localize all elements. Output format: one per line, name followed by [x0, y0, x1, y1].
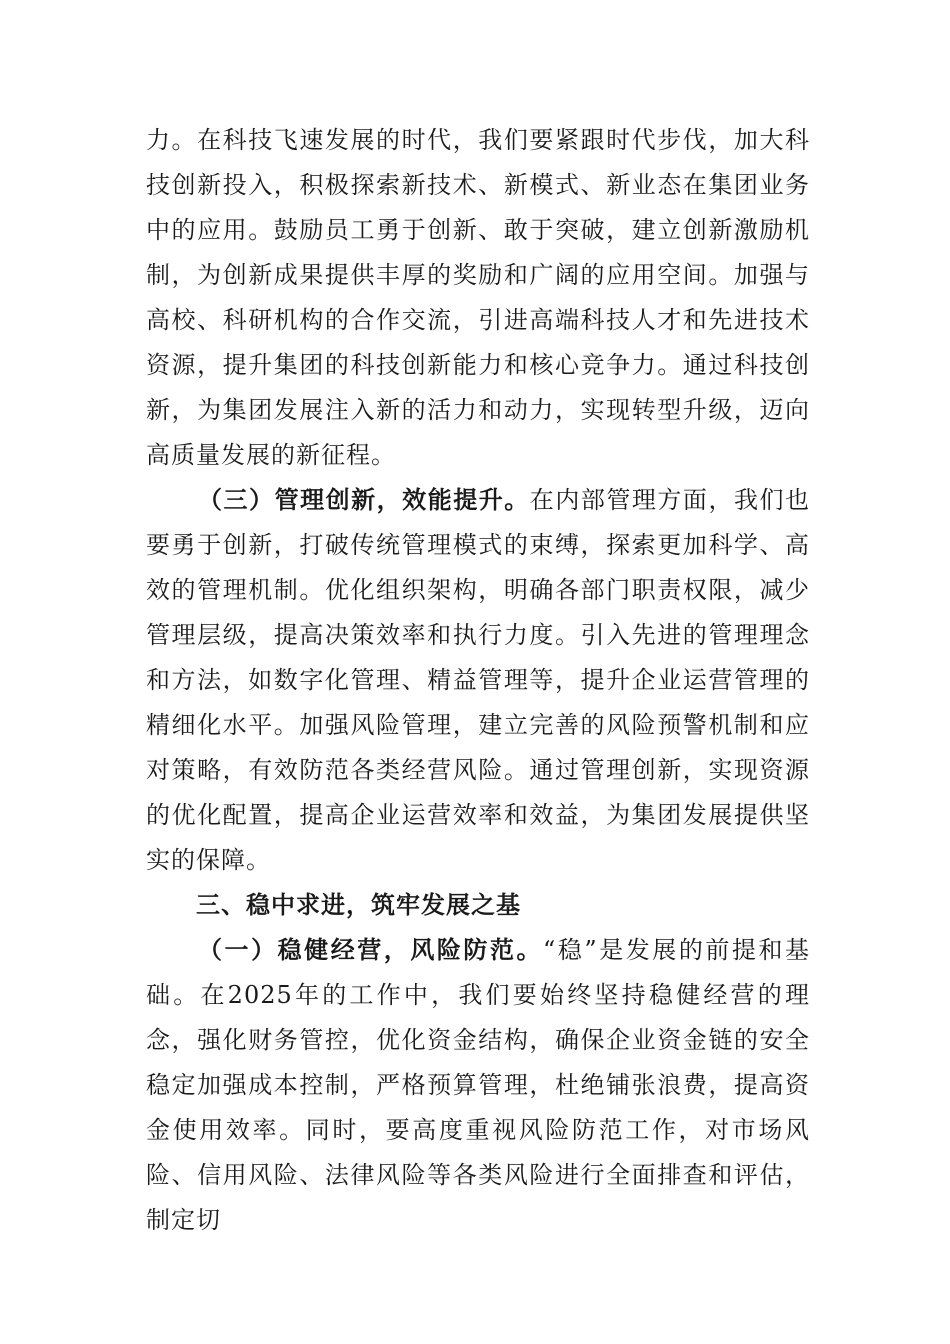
paragraph-tech-innovation	[146, 118, 810, 478]
paragraph-lead: （三）管理创新，效能提升。	[198, 486, 530, 514]
paragraph-text: 力。在科技飞速发展的时代，我们要紧跟时代步伐，加大科技创新投入，积极探索新技术、新模式、新业态在集团业务中的应用。鼓励员工勇于创新、敢于突破，建立创新激励机制，为创新成果提供丰厚的奖励和广阔的应用空间。加强与高校、科研机构的合作交流，引进高端科技人才和先进技术资源，提升集团的科技创新能力和核心竞争力。通过科技创新，为集团发展注入新的活力和动力，实现转型升级，迈向高质量发展的新征程。	[146, 126, 810, 469]
paragraph-text: 在内部管理方面，我们也要勇于创新，打破传统管理模式的束缚，探索更加科学、高效的管理机制。优化组织架构，明确各部门职责权限，减少管理层级，提高决策效率和执行力度。引入先进的管理理念和方法，如数字化管理、精益管理等，提升企业运营管理的精细化水平。加强风险管理，建立完善的风险预警机制和应对策略，有效防范各类经营风险。通过管理创新，实现资源的优化配置，提高企业运营效率和效益，为集团发展提供坚实的保障。	[146, 486, 811, 874]
section-heading: 三、稳中求进，筑牢发展之基	[196, 891, 521, 919]
paragraph-steady-operation	[146, 928, 810, 1243]
document-body	[146, 118, 810, 1243]
paragraph-management-innovation	[146, 478, 810, 883]
paragraph-lead: （一）稳健经营，风险防范。	[198, 936, 544, 964]
paragraph-text: “稳”是发展的前提和基础。在2025年的工作中，我们要始终坚持稳健经营的理念，强化财务管控，优化资金结构，确保企业资金链的安全稳定加强成本控制，严格预算管理，杜绝铺张浪费，提高资金使用效率。同时，要高度重视风险防范工作，对市场风险、信用风险、法律风险等各类风险进行全面排查和评估，制定切	[146, 936, 810, 1234]
